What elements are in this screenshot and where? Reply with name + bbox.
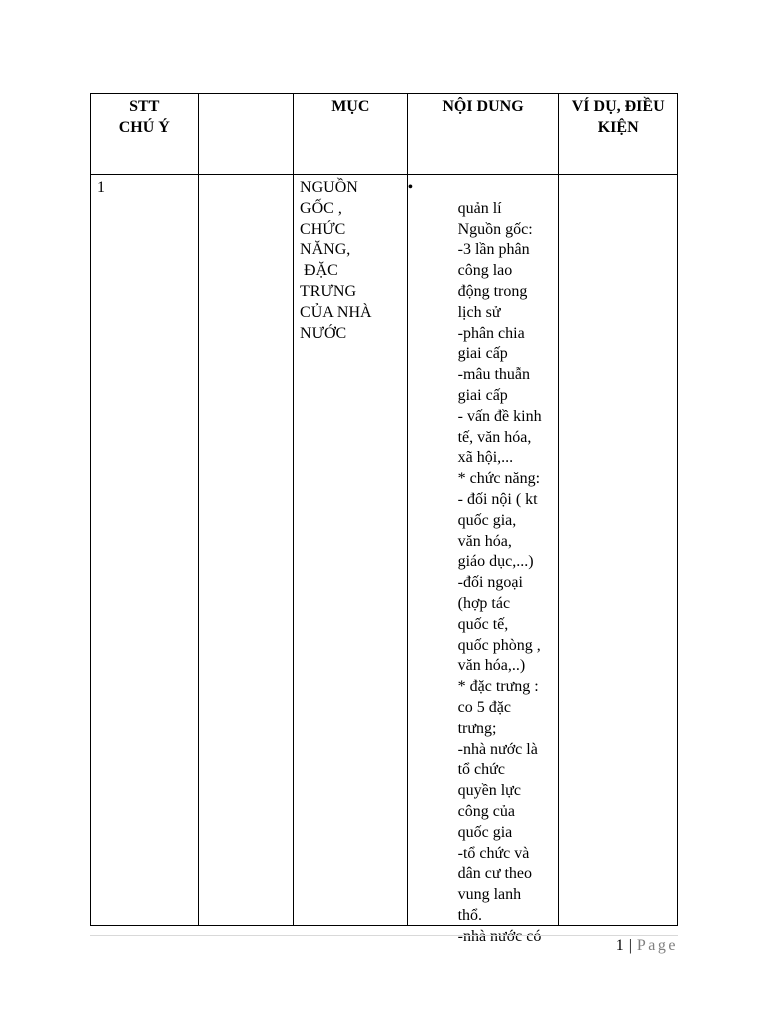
- noi-dung-line: văn hóa,..): [457, 657, 526, 675]
- muc-line: NĂNG,: [300, 241, 351, 259]
- noi-dung-line: quốc tế,: [457, 615, 509, 633]
- noi-dung-line: vung lanh: [457, 886, 522, 904]
- noi-dung-line: tổ chức: [457, 761, 505, 779]
- noi-dung-line: động trong: [457, 282, 528, 300]
- noi-dung-line: văn hóa,: [457, 532, 512, 550]
- header-noi-dung: [407, 94, 559, 175]
- header-chu-y-label: CHÚ Ý: [118, 118, 170, 136]
- noi-dung-line: quyền lực: [457, 782, 521, 800]
- noi-dung-line: giáo dục,...): [457, 553, 534, 571]
- noi-dung-line: -phân chia: [457, 324, 525, 342]
- header-muc: [294, 94, 408, 175]
- noi-dung-line: -nhà nước là: [457, 740, 538, 758]
- noi-dung-line: (hợp tác: [457, 594, 511, 612]
- bullet-dot-icon: •: [407, 179, 414, 196]
- header-stt: [91, 94, 199, 175]
- muc-line: ĐẶC: [300, 262, 338, 280]
- noi-dung-line: quốc gia,: [457, 511, 517, 529]
- noi-dung-line: quốc phòng ,: [457, 636, 541, 654]
- muc-line: NƯỚC: [300, 324, 347, 342]
- row-number: 1: [97, 179, 105, 196]
- header-vi-du: [559, 94, 678, 175]
- noi-dung-line: -mâu thuẫn: [457, 366, 531, 384]
- header-muc-label: MỤC: [331, 98, 370, 115]
- noi-dung-line: trưng;: [457, 719, 497, 737]
- noi-dung-line: xã hội,...: [457, 449, 514, 467]
- muc-line: TRƯNG: [300, 282, 356, 300]
- cell-vi-du: [559, 175, 678, 926]
- noi-dung-line: lịch sử: [457, 303, 501, 321]
- cell-stt: [91, 175, 199, 926]
- noi-dung-line: giai cấp: [457, 345, 508, 363]
- footer-divider: [90, 935, 678, 936]
- noi-dung-line: * đặc trưng :: [457, 678, 539, 696]
- header-stt-label: STT: [129, 98, 160, 115]
- muc-line: NGUỒN: [300, 179, 358, 196]
- noi-dung-line: - đối nội ( kt: [457, 490, 538, 508]
- table-row: [91, 175, 678, 926]
- document-table: [90, 93, 678, 945]
- page-label: Page: [636, 937, 678, 954]
- noi-dung-line: dân cư theo: [457, 865, 533, 883]
- noi-dung-line: công của: [457, 802, 515, 820]
- muc-text: [294, 175, 407, 344]
- noi-dung-line: - vấn đề kinh: [457, 407, 542, 425]
- cell-blank: [198, 175, 293, 926]
- header-noi-dung-label: NỘI DUNG: [442, 98, 524, 115]
- noi-dung-line: -tổ chức và: [457, 844, 530, 862]
- page-number: 1: [615, 937, 625, 954]
- table-header-row: [91, 94, 678, 175]
- header-vi-du-label-1: VÍ DỤ, ĐIỀU: [571, 98, 665, 115]
- cell-muc: [294, 175, 408, 926]
- noi-dung-line: -đối ngoại: [457, 574, 523, 592]
- page-separator: |: [628, 937, 633, 954]
- noi-dung-line: * chức năng:: [457, 470, 541, 488]
- noi-dung-list: [408, 199, 559, 948]
- muc-line: CỦA NHÀ: [300, 303, 372, 321]
- header-blank: [198, 94, 293, 175]
- noi-dung-line: thổ.: [457, 906, 483, 924]
- noi-dung-line: -3 lần phân: [457, 241, 530, 259]
- noi-dung-line: quốc gia: [457, 823, 513, 841]
- noi-dung-line: công lao: [457, 262, 513, 280]
- noi-dung-line: Nguồn gốc:: [457, 220, 533, 238]
- noi-dung-line: giai cấp: [457, 386, 508, 404]
- page-footer: [616, 937, 678, 955]
- header-vi-du-label-2: KIỆN: [597, 118, 639, 136]
- noi-dung-line: quản lí: [457, 199, 502, 217]
- noi-dung-line: co 5 đặc: [457, 698, 511, 716]
- noi-dung-line: -nhà nước có: [457, 927, 542, 945]
- muc-line: GỐC ,: [300, 199, 342, 217]
- cell-noi-dung: [407, 175, 559, 945]
- muc-line: CHỨC: [300, 220, 346, 238]
- noi-dung-line: tế, văn hóa,: [457, 428, 532, 446]
